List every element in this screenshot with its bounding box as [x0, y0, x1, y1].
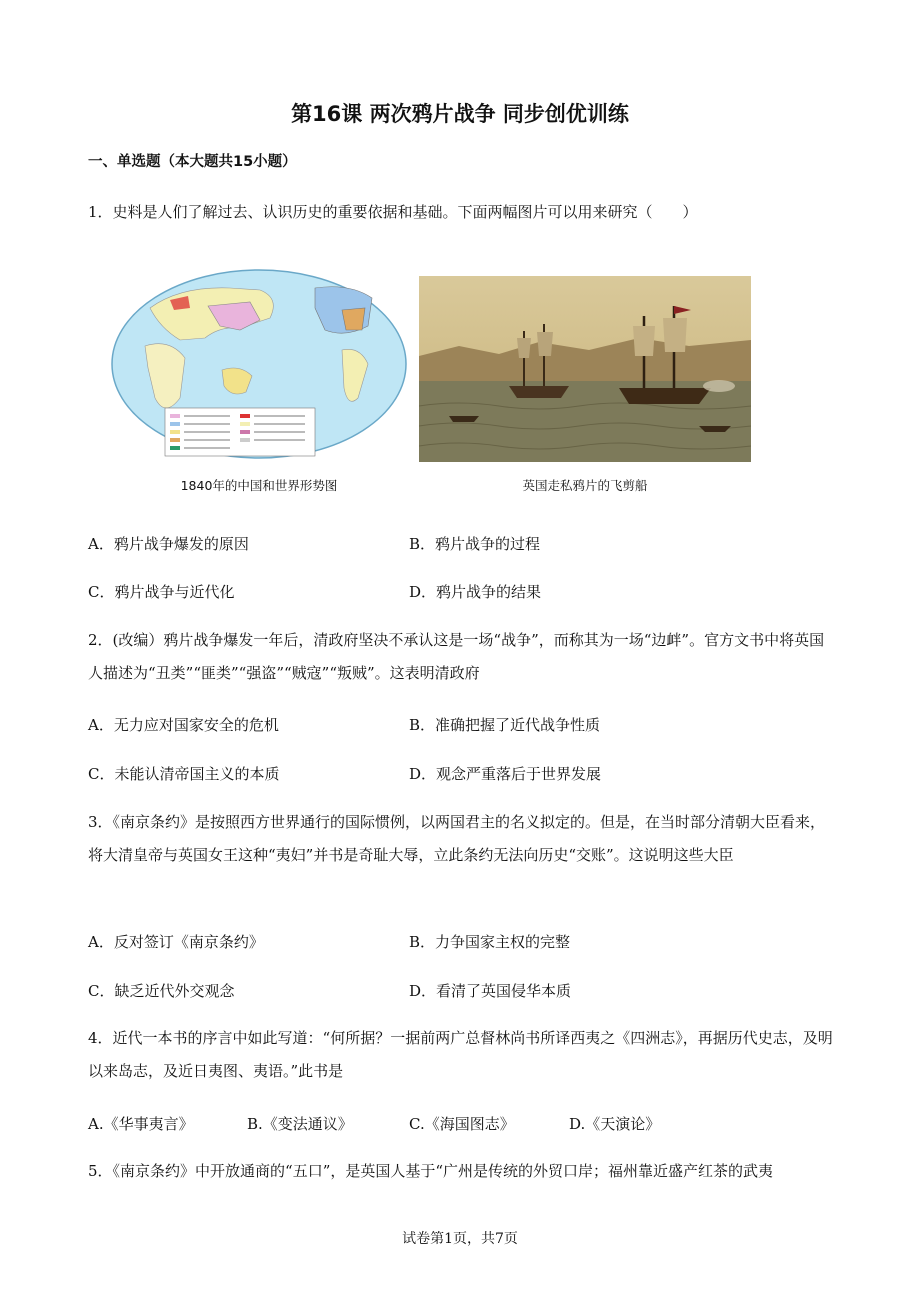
clipper-ship-image: [419, 276, 751, 462]
q1-option-b[interactable]: B．鸦片战争的过程: [409, 535, 541, 553]
q4-option-b[interactable]: B.《变法通议》: [247, 1115, 353, 1133]
question-4-stem: 4．近代一本书的序言中如此写道：“何所据？一据前两广总督林尚书所译西夷之《四洲志》，再据历代史志，及明以来岛志，及近日夷图、夷语。”此书是: [88, 1029, 833, 1080]
question-3-stem: 3．《南京条约》是按照西方世界通行的国际惯例，以两国君主的名义拟定的。但是，在当时部分清朝大臣看来，将大清皇帝与英国女王这种“夷妇”并书是奇耻大辱，立此条约无法向历史“交账”。这说明这些大臣: [88, 813, 826, 864]
page-footer: 试卷第1页，共7页: [402, 1231, 518, 1247]
q3-option-d[interactable]: D．看清了英国侵华本质: [409, 982, 572, 1000]
map-caption: 1840年的中国和世界形势图: [180, 478, 338, 493]
q3-option-c[interactable]: C．缺乏近代外交观念: [88, 982, 235, 1000]
world-map-illustration: [110, 268, 408, 464]
q3-option-a[interactable]: A．反对签订《南京条约》: [88, 933, 264, 951]
question-5-stem: 5．《南京条约》中开放通商的“五口”，是英国人基于“广州是传统的外贸口岸；福州靠近盛产红茶的武夷: [88, 1162, 774, 1180]
page-title: 第16课 两次鸦片战争 同步创优训练: [291, 102, 629, 126]
q2-option-a[interactable]: A．无力应对国家安全的危机: [88, 716, 279, 734]
q1-option-c[interactable]: C．鸦片战争与近代化: [88, 583, 235, 601]
section-heading: 一、单选题（本大题共15小题）: [88, 154, 297, 170]
ship-caption: 英国走私鸦片的飞剪船: [522, 478, 648, 493]
q1-option-d[interactable]: D．鸦片战争的结果: [409, 583, 542, 601]
q1-option-a[interactable]: A．鸦片战争爆发的原因: [88, 535, 249, 553]
question-2-stem: 2．(改编）鸦片战争爆发一年后，清政府坚决不承认这是一场“战争”，而称其为一场“边衅”。官方文书中将英国人描述为“丑类”“匪类”“强盗”“贼寇”“叛贼”。这表明清政府: [88, 631, 825, 682]
q2-option-c[interactable]: C．未能认清帝国主义的本质: [88, 765, 280, 783]
world-map-image: [110, 268, 408, 464]
q4-option-c[interactable]: C.《海国图志》: [409, 1115, 515, 1133]
clipper-ship-illustration: [419, 276, 751, 462]
q3-option-b[interactable]: B．力争国家主权的完整: [409, 933, 571, 951]
q4-option-d[interactable]: D.《天演论》: [569, 1115, 661, 1133]
question-1-stem: 1．史料是人们了解过去、认识历史的重要依据和基础。下面两幅图片可以用来研究（ ）: [88, 203, 698, 221]
q2-option-b[interactable]: B．准确把握了近代战争性质: [409, 716, 601, 734]
q2-option-d[interactable]: D．观念严重落后于世界发展: [409, 765, 602, 783]
q4-option-a[interactable]: A.《华事夷言》: [88, 1115, 194, 1133]
